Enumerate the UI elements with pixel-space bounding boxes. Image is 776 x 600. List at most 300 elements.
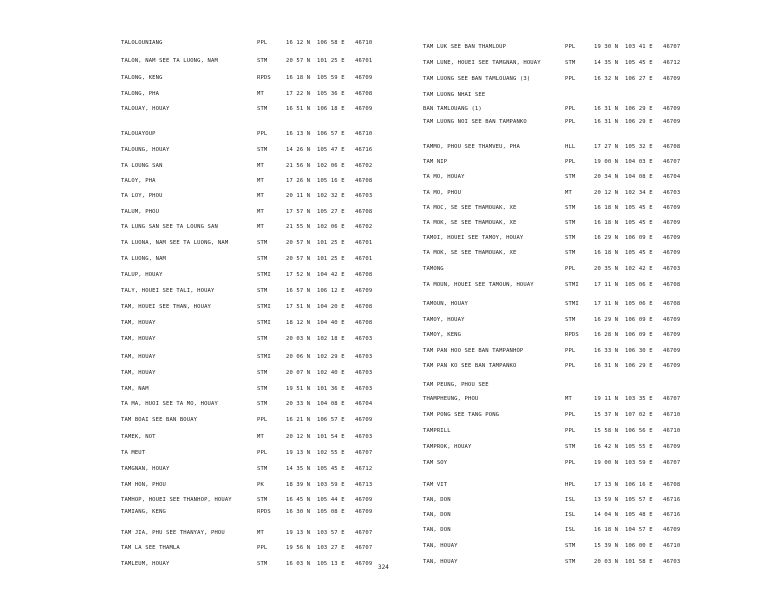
entry-lat: 15 39 N [594,543,619,549]
entry-code: 46709 [663,220,681,226]
entry-lon: 101 25 E [317,240,345,246]
entry-lat: 16 18 N [286,75,311,81]
entry-code: 46708 [355,209,373,215]
entry-code: 46709 [355,75,373,81]
entry-lon: 101 58 E [625,559,653,565]
entry-code: 46708 [355,178,373,184]
entry-cls: MT [257,91,264,97]
entry-lon: 104 08 E [625,174,653,180]
entry-name: TAM BOAI SEE BAN BOUAY [121,417,198,423]
entry-name: TAM NIP [423,159,448,165]
entry-lon: 105 08 E [317,509,345,515]
entry-code: 46709 [355,509,373,515]
entry-code: 46704 [355,401,373,407]
entry-cls: STM [565,543,576,549]
entry-code: 46703 [355,370,373,376]
entry-name: TAM LUONG NHAI SEE [423,92,486,98]
entry-name: TAMOI, HOUEI SEE TAMOY, HOUAY [423,235,524,241]
entry-code: 46703 [355,336,373,342]
entry-name: TALOLOUNIANG [121,40,163,46]
entry-name: TAN, DON [423,497,451,503]
entry-code: 46708 [663,144,681,150]
entry-lon: 105 45 E [625,205,653,211]
entry-code: 46716 [663,497,681,503]
entry-code: 46707 [355,450,373,456]
entry-name: TAM PEUNG, PHOU SEE [423,382,489,388]
entry-lon: 105 48 E [625,512,653,518]
entry-cls: STM [257,288,268,294]
entry-cls: STM [257,401,268,407]
entry-name: TAM, NAM [121,386,149,392]
entry-cls: ISL [565,497,576,503]
entry-name: TAMIANG, KENG [121,509,166,515]
entry-lon: 103 59 E [625,460,653,466]
entry-cls: PPL [257,450,268,456]
entry-lat: 16 31 N [594,106,619,112]
entry-name: TAMGNAN, HOUAY [121,466,170,472]
entry-lon: 106 16 E [625,482,653,488]
entry-code: 46710 [663,412,681,418]
entry-lat: 14 04 N [594,512,619,518]
entry-lon: 104 42 E [317,272,345,278]
entry-cls: STM [257,497,268,503]
entry-lat: 20 12 N [594,190,619,196]
entry-code: 46709 [663,527,681,533]
entry-code: 46709 [663,106,681,112]
entry-name: TAM, HOUEI SEE THAN, HOUAY [121,304,211,310]
entry-code: 46707 [355,530,373,536]
entry-code: 46710 [355,131,373,137]
entry-code: 46707 [355,545,373,551]
entry-code: 46710 [663,543,681,549]
entry-lon: 104 57 E [625,527,653,533]
entry-lat: 19 51 N [286,386,311,392]
entry-code: 46708 [355,320,373,326]
entry-code: 46701 [355,240,373,246]
entry-lon: 103 35 E [625,396,653,402]
entry-lon: 104 08 E [317,401,345,407]
entry-lon: 106 30 E [625,348,653,354]
entry-code: 46707 [663,44,681,50]
entry-code: 46709 [663,444,681,450]
entry-lat: 20 57 N [286,58,311,64]
entry-cls: STMI [257,304,271,310]
entry-lat: 17 11 N [594,282,619,288]
entry-name: TA MO, PHOU [423,190,462,196]
entry-name: TA MOK, SE SEE THAMOUAK, XE [423,220,517,226]
entry-name: TA MA, HUOI SEE TA MO, HOUAY [121,401,218,407]
entry-lat: 16 03 N [286,561,311,567]
entry-name: TA MO, HOUAY [423,174,465,180]
entry-lat: 20 35 N [594,266,619,272]
entry-cls: STM [257,147,268,153]
entry-cls: MT [257,178,264,184]
entry-name: TAM LUNE, HOUEI SEE TAMGNAN, HOUAY [423,60,541,66]
entry-code: 46709 [663,250,681,256]
entry-cls: PPL [565,428,576,434]
entry-name: TALONG, PHA [121,91,160,97]
entry-cls: PPL [565,76,576,82]
entry-cls: MT [565,190,572,196]
entry-lon: 102 40 E [317,370,345,376]
entry-code: 46707 [663,396,681,402]
entry-cls: STM [565,205,576,211]
entry-name: TAMMO, PHOU SEE THAMVEU, PHA [423,144,520,150]
entry-cls: MT [257,163,264,169]
entry-lat: 16 51 N [286,106,311,112]
entry-lon: 106 27 E [625,76,653,82]
entry-cls: STM [257,386,268,392]
entry-code: 46704 [663,174,681,180]
entry-cls: STMI [565,301,579,307]
entry-lat: 16 33 N [594,348,619,354]
entry-lat: 18 39 N [286,482,311,488]
entry-lon: 102 55 E [317,450,345,456]
entry-cls: STM [257,256,268,262]
entry-cls: STM [257,561,268,567]
entry-code: 46708 [663,282,681,288]
entry-cls: PPL [257,545,268,551]
entry-code: 46709 [663,363,681,369]
entry-lat: 18 12 N [286,320,311,326]
entry-code: 46703 [663,266,681,272]
entry-lon: 105 32 E [625,144,653,150]
entry-code: 46707 [663,159,681,165]
entry-code: 46701 [355,256,373,262]
entry-lat: 15 37 N [594,412,619,418]
entry-lat: 17 11 N [594,301,619,307]
entry-lat: 16 30 N [286,509,311,515]
entry-cls: STM [257,106,268,112]
entry-lat: 16 12 N [286,40,311,46]
entry-name: TAM VIT [423,482,448,488]
entry-cls: STMI [257,354,271,360]
entry-code: 46709 [663,235,681,241]
entry-lat: 20 34 N [594,174,619,180]
entry-lat: 16 18 N [594,220,619,226]
entry-cls: MT [257,530,264,536]
entry-name: TAMPRILL [423,428,451,434]
entry-code: 46709 [355,106,373,112]
entry-lon: 106 29 E [625,363,653,369]
entry-lon: 106 09 E [625,317,653,323]
entry-lat: 19 13 N [286,450,311,456]
entry-lat: 16 31 N [594,119,619,125]
entry-lat: 19 56 N [286,545,311,551]
entry-name: TALUP, HOUAY [121,272,163,278]
entry-lat: 15 58 N [594,428,619,434]
entry-name: TAM, HOUAY [121,354,156,360]
entry-lon: 106 09 E [625,235,653,241]
entry-cls: MT [257,434,264,440]
entry-cls: MT [257,193,264,199]
entry-lat: 16 57 N [286,288,311,294]
entry-name: TALOY, PHA [121,178,156,184]
entry-lat: 16 18 N [594,250,619,256]
entry-lon: 106 00 E [625,543,653,549]
entry-name: TAM LUONG NOI SEE BAN TAMPANKO [423,119,527,125]
entry-lon: 105 55 E [625,444,653,450]
entry-name: TAM PAN KO SEE BAN TAMPANKO [423,363,517,369]
entry-lon: 105 06 E [625,282,653,288]
entry-cls: STM [257,466,268,472]
entry-cls: HLL [565,144,576,150]
entry-lat: 19 00 N [594,460,619,466]
entry-name: TA MOUN, HOUEI SEE TAMOUN, HOUAY [423,282,534,288]
entry-lat: 17 51 N [286,304,311,310]
entry-cls: PPL [565,106,576,112]
entry-code: 46716 [355,147,373,153]
entry-name: TALONG, KENG [121,75,163,81]
entry-lat: 17 27 N [594,144,619,150]
entry-cls: STMI [565,282,579,288]
entry-name: TA LOUNG SAN [121,163,163,169]
entry-name: TA LUNG SAN SEE TA LOUNG SAN [121,224,218,230]
entry-name: TAN, DON [423,512,451,518]
entry-lon: 103 41 E [625,44,653,50]
entry-lon: 105 45 E [625,220,653,226]
entry-lat: 17 26 N [286,178,311,184]
entry-lat: 16 45 N [286,497,311,503]
entry-name: TA LOY, PHOU [121,193,163,199]
entry-lon: 105 44 E [317,497,345,503]
entry-name: TAMPROK, HOUAY [423,444,472,450]
entry-name: TAN, HOUAY [423,559,458,565]
entry-name: TAM HON, PHOU [121,482,166,488]
entry-lon: 107 02 E [625,412,653,418]
entry-lat: 16 42 N [594,444,619,450]
entry-lat: 20 33 N [286,401,311,407]
entry-name: TALOUAY, HOUAY [121,106,170,112]
entry-code: 46703 [355,386,373,392]
entry-cls: STM [565,174,576,180]
entry-cls: PPL [565,460,576,466]
entry-lat: 16 32 N [594,76,619,82]
entry-code: 46702 [355,224,373,230]
entry-cls: STM [565,220,576,226]
entry-lon: 103 27 E [317,545,345,551]
entry-lat: 14 35 N [594,60,619,66]
entry-lon: 105 16 E [317,178,345,184]
entry-code: 46709 [663,76,681,82]
entry-lat: 14 26 N [286,147,311,153]
entry-name: TAMEK, NOT [121,434,156,440]
entry-cls: PPL [565,159,576,165]
entry-lon: 102 29 E [317,354,345,360]
entry-lat: 14 35 N [286,466,311,472]
entry-name: TA MOK, SE SEE THAMOUAK, XE [423,250,517,256]
entry-lon: 106 12 E [317,288,345,294]
entry-lon: 106 18 E [317,106,345,112]
entry-lon: 101 54 E [317,434,345,440]
entry-lon: 106 09 E [625,332,653,338]
entry-code: 46712 [355,466,373,472]
page-number: 324 [378,564,389,571]
entry-lon: 102 34 E [625,190,653,196]
entry-code: 46708 [355,272,373,278]
entry-lon: 101 36 E [317,386,345,392]
entry-cls: STM [257,240,268,246]
entry-name: TAMLEUM, HOUAY [121,561,170,567]
entry-cls: PPL [257,40,268,46]
entry-lat: 16 21 N [286,417,311,423]
entry-name: TAM SOY [423,460,448,466]
entry-cls: PPL [565,363,576,369]
entry-code: 46709 [355,417,373,423]
entry-code: 46710 [355,40,373,46]
entry-name: TAN, HOUAY [423,543,458,549]
entry-lon: 104 40 E [317,320,345,326]
entry-code: 46709 [663,119,681,125]
entry-code: 46703 [355,354,373,360]
entry-lat: 16 28 N [594,332,619,338]
entry-cls: STM [565,250,576,256]
entry-name: TAMHOP, HOUEI SEE THANHOP, HOUAY [121,497,232,503]
entry-name: TA LUONG, NAM [121,256,166,262]
entry-cls: RPDS [257,75,271,81]
entry-cls: MT [257,209,264,215]
entry-lat: 16 18 N [594,527,619,533]
entry-lon: 105 06 E [625,301,653,307]
entry-lat: 17 13 N [594,482,619,488]
entry-cls: STM [257,336,268,342]
entry-lon: 102 06 E [317,163,345,169]
entry-code: 46701 [355,58,373,64]
entry-code: 46708 [355,91,373,97]
entry-name: TALON, NAM SEE TA LUONG, NAM [121,58,218,64]
entry-code: 46712 [663,60,681,66]
entry-code: 46713 [355,482,373,488]
entry-name: TAN, DON [423,527,451,533]
entry-lon: 106 57 E [317,417,345,423]
entry-lat: 16 29 N [594,235,619,241]
entry-cls: STM [257,58,268,64]
entry-name: TALOUNG, HOUAY [121,147,170,153]
entry-name: TAM, HOUAY [121,370,156,376]
entry-name: TAM LUK SEE BAN THAMLOUP [423,44,507,50]
entry-lon: 104 03 E [625,159,653,165]
entry-cls: STM [257,370,268,376]
entry-lat: 20 03 N [594,559,619,565]
entry-code: 46708 [663,482,681,488]
entry-lat: 20 03 N [286,336,311,342]
entry-code: 46709 [355,497,373,503]
entry-lon: 106 58 E [317,40,345,46]
entry-name: TAM LA SEE THAMLA [121,545,180,551]
entry-cls: STM [565,317,576,323]
entry-cls: STMI [257,272,271,278]
entry-cls: HPL [565,482,576,488]
entry-cls: PPL [565,44,576,50]
entry-code: 46709 [663,348,681,354]
entry-lon: 105 36 E [317,91,345,97]
entry-lon: 105 59 E [317,75,345,81]
entry-cls: MT [257,224,264,230]
entry-lon: 106 29 E [625,119,653,125]
entry-lat: 17 22 N [286,91,311,97]
entry-code: 46710 [663,428,681,434]
entry-lon: 105 45 E [625,250,653,256]
entry-cls: STM [565,444,576,450]
entry-cls: PPL [565,266,576,272]
entry-cls: STMI [257,320,271,326]
entry-code: 46709 [663,332,681,338]
entry-name: TA LUONA, NAM SEE TA LUONG, NAM [121,240,229,246]
entry-lat: 19 00 N [594,159,619,165]
entry-name: TAM, HOUAY [121,336,156,342]
entry-code: 46709 [663,317,681,323]
entry-code: 46703 [663,559,681,565]
entry-code: 46702 [355,163,373,169]
entry-cls: MT [565,396,572,402]
entry-name: TAM PAN HOO SEE BAN TAMPANHOP [423,348,524,354]
entry-lat: 13 59 N [594,497,619,503]
entry-lat: 17 52 N [286,272,311,278]
entry-name: TAMONG [423,266,444,272]
entry-name: TAMOUN, HOUAY [423,301,468,307]
entry-name: TALOUAYOUP [121,131,156,137]
entry-name: TALY, HOUEI SEE TALI, HOUAY [121,288,215,294]
entry-lat: 19 30 N [594,44,619,50]
entry-code: 46716 [663,512,681,518]
entry-name: TAM, HOUAY [121,320,156,326]
entry-lat: 16 31 N [594,363,619,369]
entry-lon: 101 25 E [317,256,345,262]
entry-cls: STM [565,60,576,66]
entry-lon: 105 45 E [625,60,653,66]
entry-lon: 102 06 E [317,224,345,230]
entry-code: 46703 [355,193,373,199]
entry-name: TALUM, PHOU [121,209,160,215]
entry-name: TAM LUONG SEE BAN TAMLOUANG (3) [423,76,531,82]
entry-code: 46707 [663,460,681,466]
entry-lon: 101 25 E [317,58,345,64]
entry-lat: 20 11 N [286,193,311,199]
entry-lon: 106 57 E [317,131,345,137]
entry-cls: RPDS [565,332,579,338]
entry-cls: PPL [565,412,576,418]
entry-cls: PK [257,482,264,488]
entry-code: 46708 [355,304,373,310]
entry-lon: 103 57 E [317,530,345,536]
entry-name: TAM JIA, PHU SEE THANYAY, PHOU [121,530,225,536]
entry-cls: PPL [257,417,268,423]
entry-lon: 105 13 E [317,561,345,567]
entry-lon: 104 20 E [317,304,345,310]
entry-name: TAMOY, HOUAY [423,317,465,323]
entry-lon: 102 42 E [625,266,653,272]
entry-lon: 105 45 E [317,466,345,472]
entry-lat: 20 06 N [286,354,311,360]
entry-code: 46709 [355,288,373,294]
entry-lon: 102 18 E [317,336,345,342]
entry-name: BAN TAMLOUANG (1) [423,106,482,112]
entry-lat: 19 13 N [286,530,311,536]
entry-code: 46708 [663,301,681,307]
entry-name: THAMPHEUNG, PHOU [423,396,479,402]
entry-name: TA MEUT [121,450,146,456]
entry-cls: PPL [565,348,576,354]
entry-lat: 20 07 N [286,370,311,376]
entry-cls: PPL [257,131,268,137]
entry-lat: 20 57 N [286,240,311,246]
entry-code: 46709 [663,205,681,211]
entry-cls: RPDS [257,509,271,515]
entry-lat: 16 13 N [286,131,311,137]
entry-cls: ISL [565,527,576,533]
entry-code: 46703 [355,434,373,440]
entry-lon: 105 47 E [317,147,345,153]
